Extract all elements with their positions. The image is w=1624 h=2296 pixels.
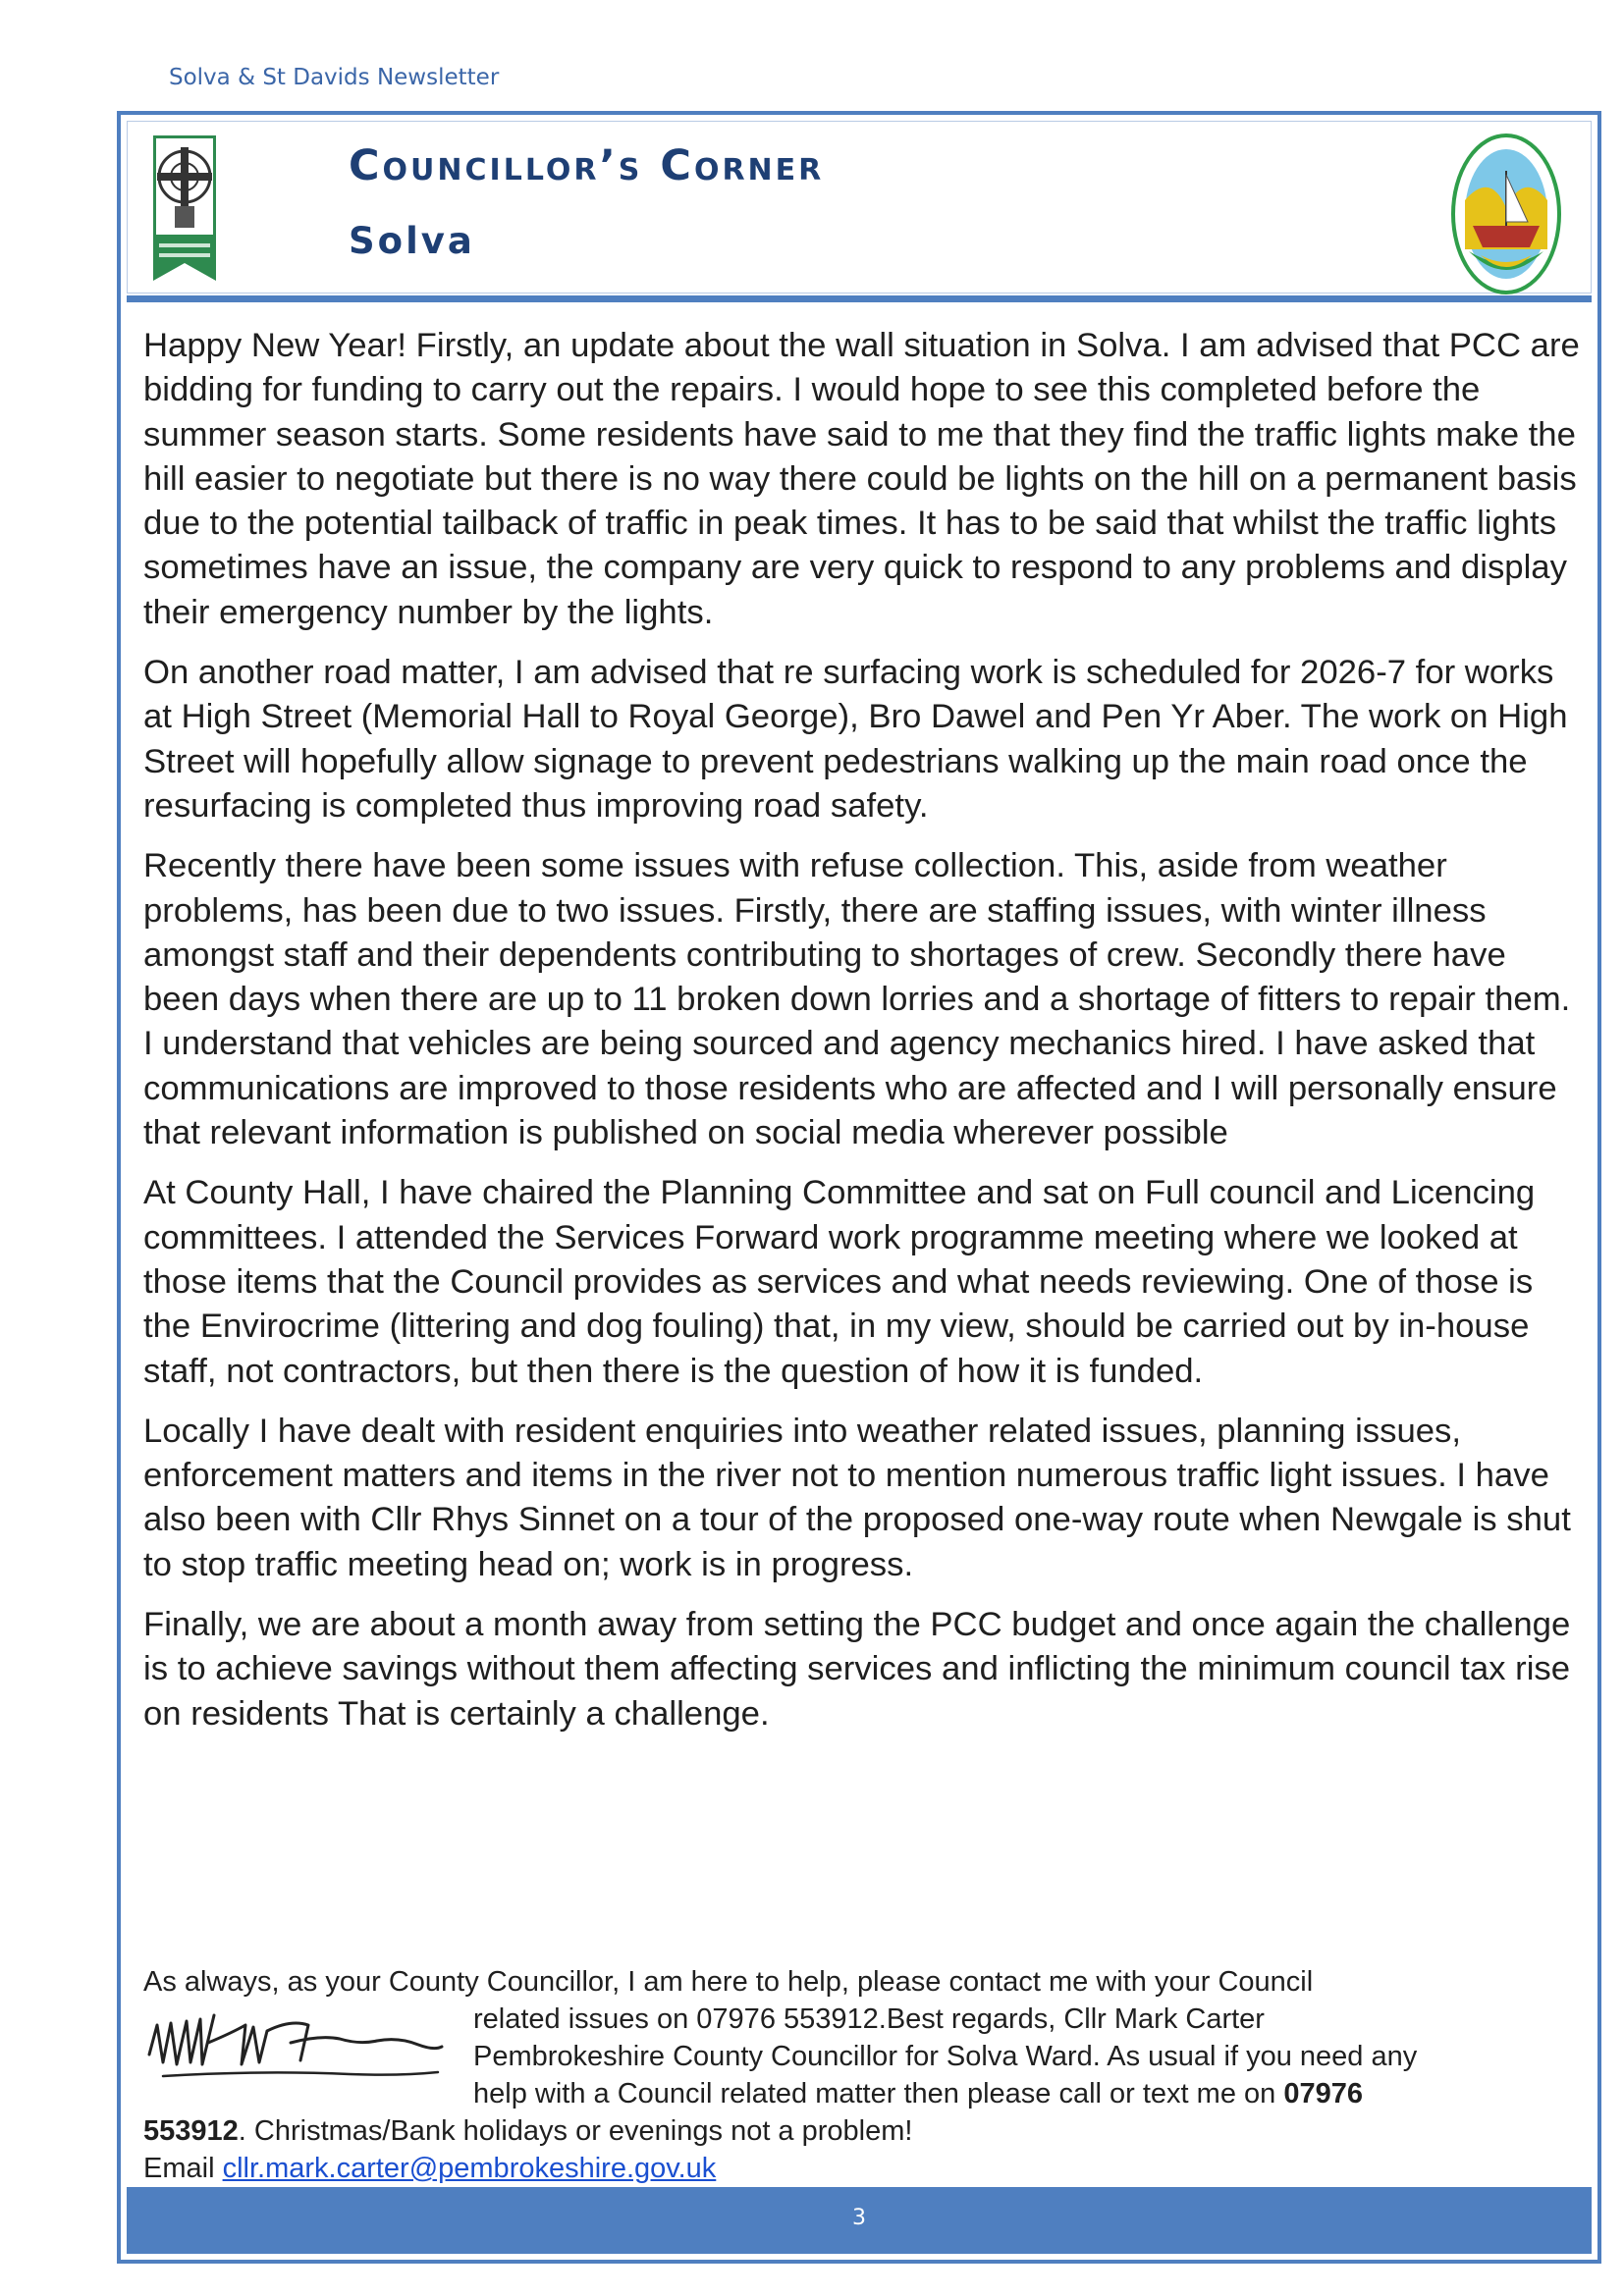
- paragraph: Locally I have dealt with resident enquiries into weather related issues, planning issues, enforcement matters and items in the river not to mention numerous traffic light issues. I have also been with Cllr Rhys Sinnet on a tour of the proposed one-way route when Newgale is shut to stop traffic meeting head on; work is in progress.: [143, 1412, 1571, 1583]
- phone-number-part: 553912: [143, 2115, 239, 2147]
- paragraph: At County Hall, I have chaired the Planning Committee and sat on Full council and Licencing committees. I attended the Services Forward work programme meeting where we looked at those items that the Council provides as services and what needs reviewing. One of those is the Envirocrime (littering and dog fouling) that, in my view, should be carried out by in-house staff, not contractors, but then there is the question of how it is funded.: [143, 1174, 1536, 1390]
- page-frame: [117, 111, 1601, 2264]
- closing-line: 553912. Christmas/Bank holidays or evenings not a problem!: [143, 2115, 913, 2147]
- paragraph: Finally, we are about a month away from setting the PCC budget and once again the challenge is to achieve savings without them affecting services and inflicting the minimum council tax rise on residents That is certainly a challenge.: [143, 1606, 1571, 1733]
- solva-community-council-logo: [1451, 132, 1561, 296]
- phone-number-part: 07976: [1283, 2078, 1363, 2109]
- page-subtitle: Solva: [349, 220, 475, 262]
- page-number: 3: [852, 2206, 866, 2230]
- email-link[interactable]: cllr.mark.carter@pembrokeshire.gov.uk: [222, 2153, 717, 2184]
- paragraph: Happy New Year! Firstly, an update about the wall situation in Solva. I am advised that PCC are bidding for funding to carry out the repairs. I would hope to see this completed before the summer season starts. Some residents have said to me that they find the traffic lights make the hill easier to negotiate but there is no way there could be lights on the hill on a permanent basis due to the potential tailback of traffic in peak times. It has to be said that whilst the traffic lights sometimes have an issue, the company are very quick to respond to any problems and display their emergency number by the lights.: [143, 327, 1580, 631]
- article-body: [143, 324, 1587, 1752]
- paragraph: Recently there have been some issues with refuse collection. This, aside from weather problems, has been due to two issues. Firstly, there are staffing issues, with winter illness amongst staff and their dependents contributing to shortages of crew. Secondly there have been days when there are up to 11 broken down lorries and a shortage of fitters to repair them. I understand that vehicles are being sourced and agency mechanics hired. I have asked that communications are improved to those residents who are affected and I will personally ensure that relevant information is published on social media wherever possible: [143, 847, 1571, 1152]
- pembrokeshire-crest-logo: [149, 133, 220, 291]
- closing-line: Pembrokeshire County Councillor for Solva Ward. As usual if you need any: [473, 2041, 1418, 2072]
- header-box: [127, 121, 1592, 294]
- closing-line: related issues on 07976 553912.Best regards, Cllr Mark Carter: [473, 2003, 1265, 2035]
- header-divider: [127, 295, 1592, 302]
- paragraph: On another road matter, I am advised that re surfacing work is scheduled for 2026-7 for works at High Street (Memorial Hall to Royal George), Bro Dawel and Pen Yr Aber. The work on High Street will hopefully allow signage to prevent pedestrians walking up the main road once the resurfacing is completed thus improving road safety.: [143, 654, 1568, 825]
- closing-line: As always, as your County Councillor, I am here to help, please contact me with your Council: [143, 1966, 1314, 1998]
- signature-image: [143, 1986, 448, 2104]
- page-title: Councillor’s Corner: [349, 141, 825, 190]
- closing-line: help with a Council related matter then please call or text me on 07976: [473, 2078, 1363, 2109]
- running-head: Solva & St Davids Newsletter: [169, 65, 500, 90]
- email-line: Email cllr.mark.carter@pembrokeshire.gov.uk: [143, 2153, 717, 2184]
